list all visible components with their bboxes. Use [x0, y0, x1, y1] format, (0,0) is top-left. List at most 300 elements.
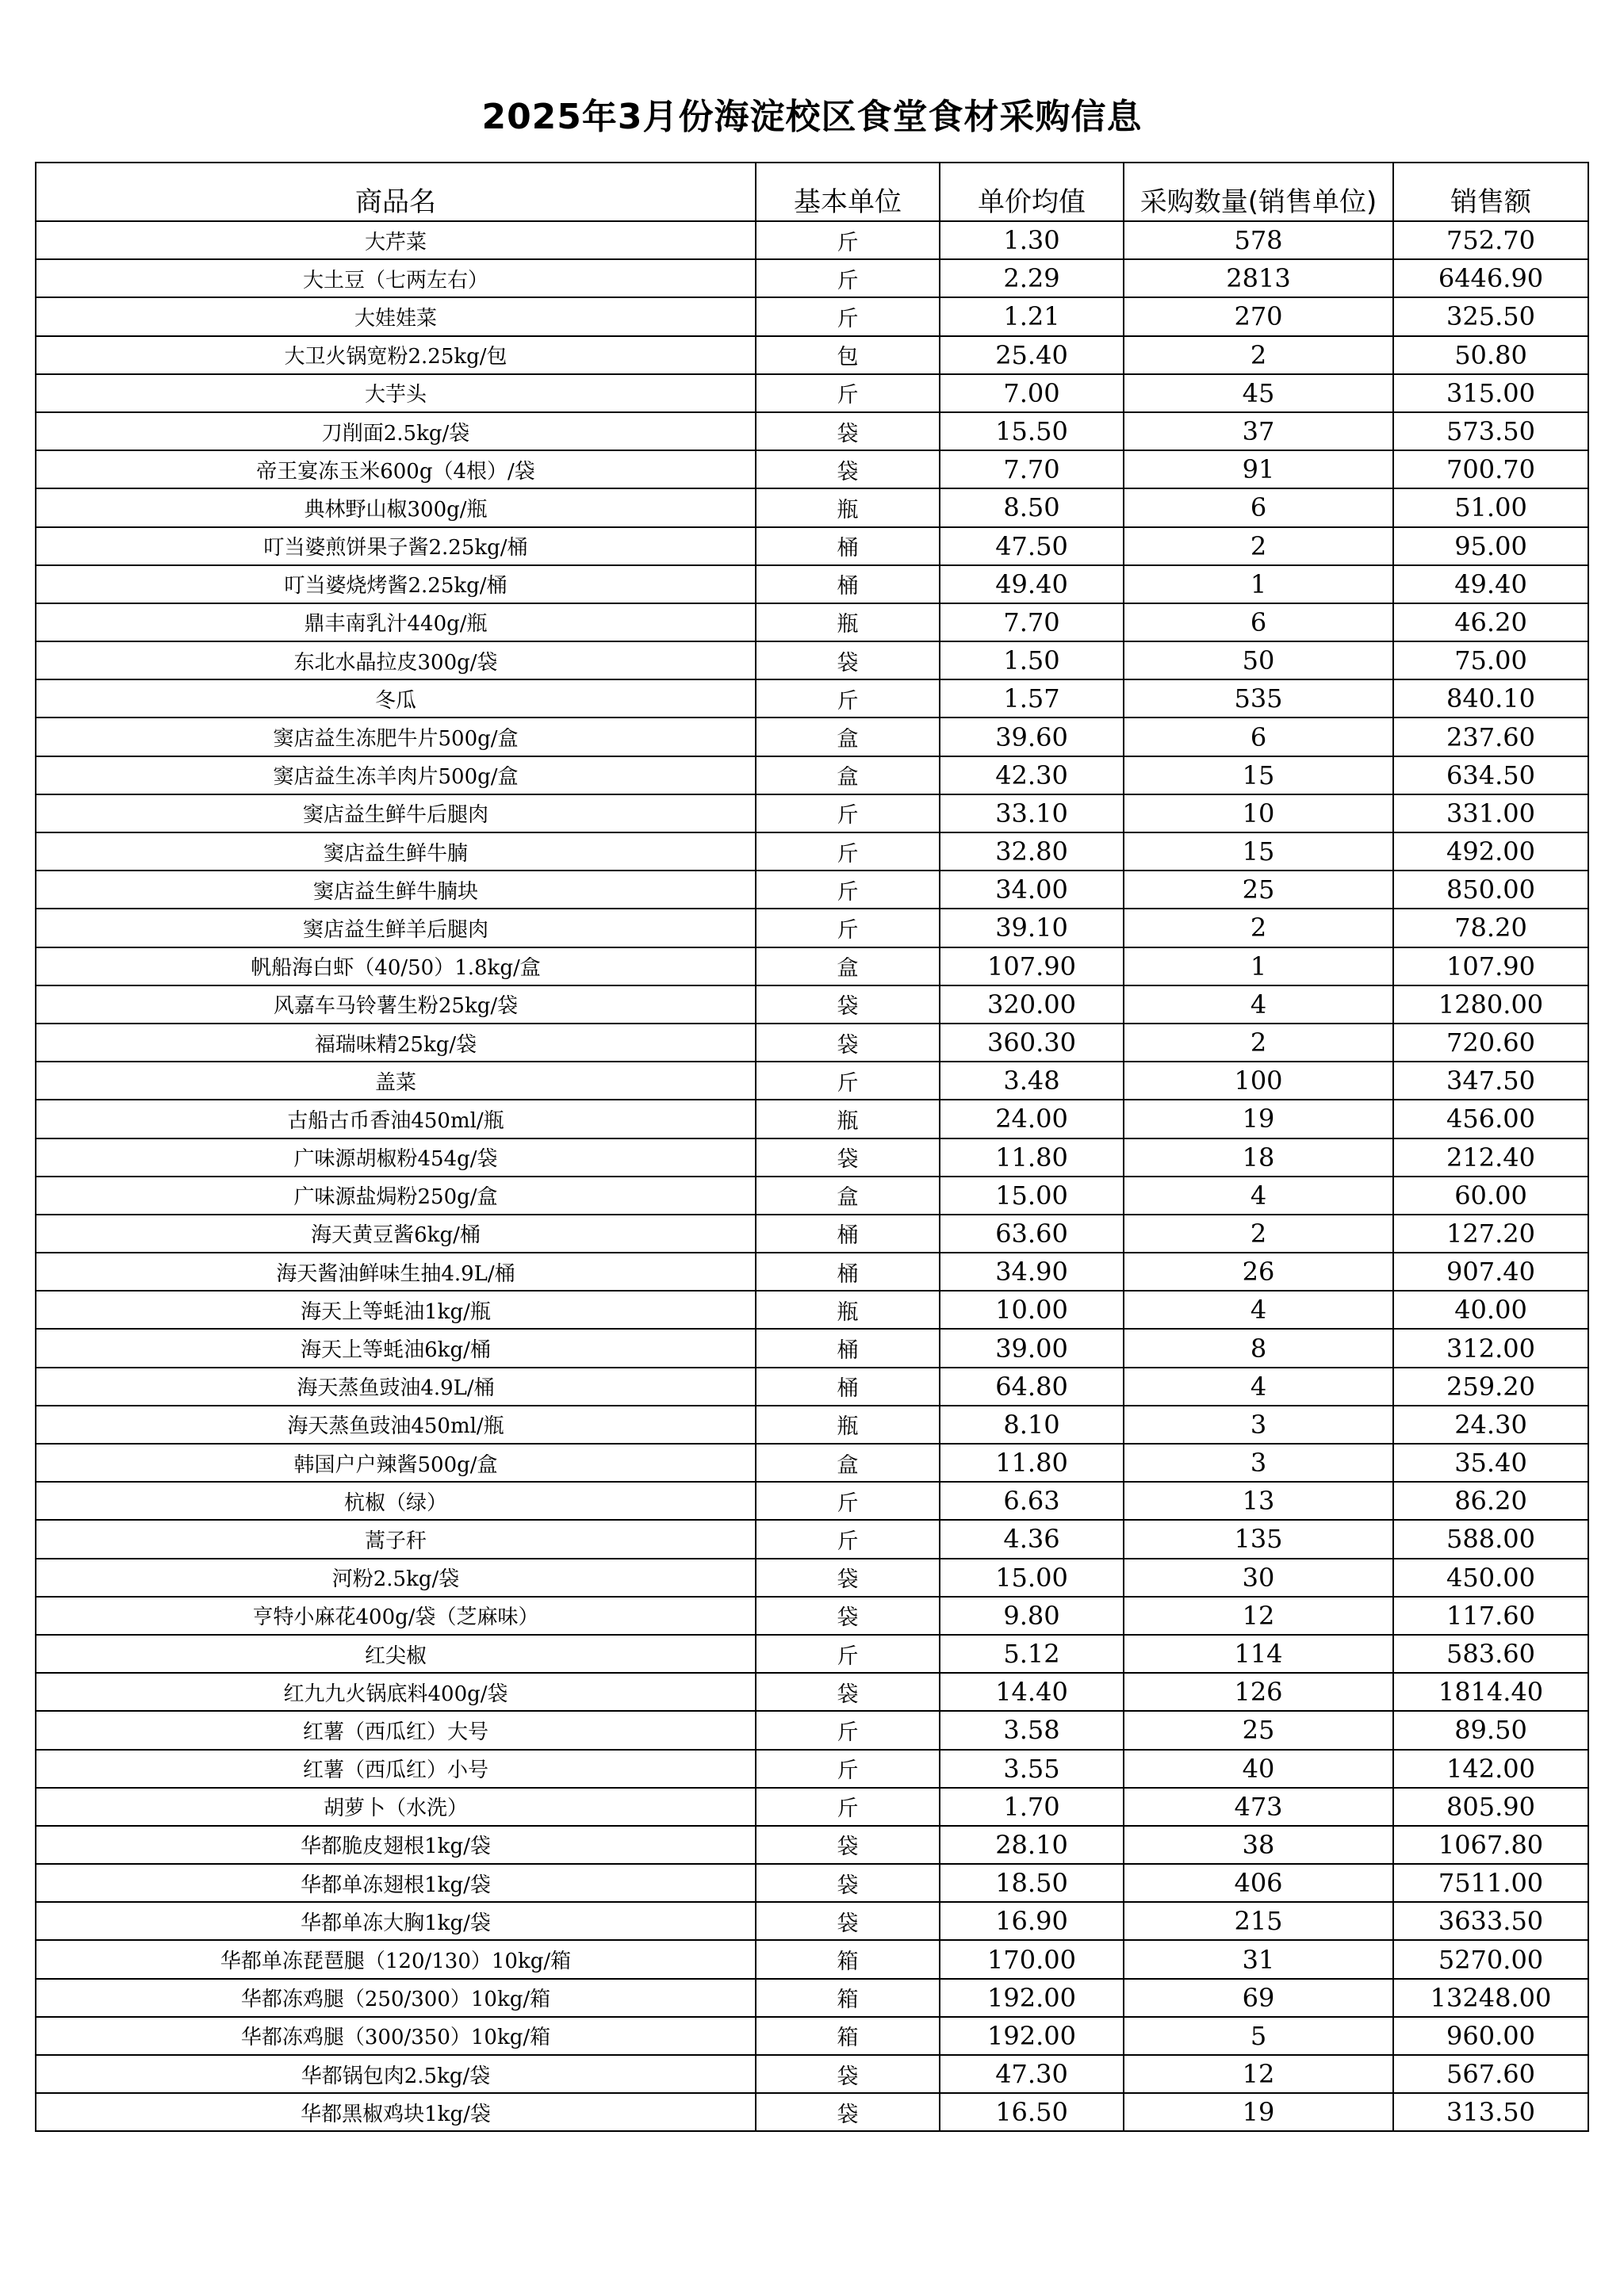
cell-qty: 15	[1124, 756, 1393, 794]
header-qty: 采购数量(销售单位)	[1124, 163, 1393, 221]
table-row	[36, 2055, 1588, 2093]
cell-price: 2.29	[940, 259, 1124, 297]
cell-price: 11.80	[940, 1138, 1124, 1177]
cell-name: 海天酱油鲜味生抽4.9L/桶	[36, 1253, 756, 1291]
table-row	[36, 1902, 1588, 1940]
cell-price: 47.30	[940, 2055, 1124, 2093]
cell-unit: 瓶	[756, 603, 940, 641]
cell-name: 胡萝卜（水洗）	[36, 1788, 756, 1826]
cell-name: 蒿子秆	[36, 1520, 756, 1558]
table-header	[36, 163, 1588, 221]
cell-unit: 桶	[756, 1215, 940, 1253]
cell-name: 华都锅包肉2.5kg/袋	[36, 2055, 756, 2093]
cell-price: 15.00	[940, 1177, 1124, 1215]
header-row	[36, 163, 1588, 221]
table-row	[36, 450, 1588, 488]
cell-amount: 450.00	[1393, 1559, 1588, 1597]
cell-amount: 805.90	[1393, 1788, 1588, 1826]
cell-qty: 91	[1124, 450, 1393, 488]
table-row	[36, 2093, 1588, 2131]
cell-amount: 315.00	[1393, 374, 1588, 412]
cell-name: 大娃娃菜	[36, 297, 756, 335]
cell-qty: 40	[1124, 1750, 1393, 1788]
cell-amount: 60.00	[1393, 1177, 1588, 1215]
cell-price: 1.70	[940, 1788, 1124, 1826]
cell-amount: 567.60	[1393, 2055, 1588, 2093]
table-row	[36, 2017, 1588, 2055]
cell-name: 古船古币香油450ml/瓶	[36, 1100, 756, 1138]
cell-name: 大卫火锅宽粉2.25kg/包	[36, 336, 756, 374]
cell-name: 海天蒸鱼豉油450ml/瓶	[36, 1406, 756, 1444]
cell-price: 1.50	[940, 641, 1124, 679]
cell-qty: 114	[1124, 1635, 1393, 1673]
cell-price: 39.10	[940, 909, 1124, 947]
cell-qty: 2	[1124, 336, 1393, 374]
cell-unit: 盒	[756, 756, 940, 794]
cell-qty: 45	[1124, 374, 1393, 412]
cell-name: 红薯（西瓜红）小号	[36, 1750, 756, 1788]
table-row	[36, 259, 1588, 297]
table-row	[36, 221, 1588, 259]
cell-unit: 桶	[756, 527, 940, 565]
cell-qty: 15	[1124, 832, 1393, 871]
cell-qty: 50	[1124, 641, 1393, 679]
cell-unit: 袋	[756, 641, 940, 679]
cell-qty: 4	[1124, 1291, 1393, 1329]
cell-name: 窦店益生鲜牛腩块	[36, 871, 756, 909]
cell-price: 5.12	[940, 1635, 1124, 1673]
cell-amount: 312.00	[1393, 1329, 1588, 1367]
table-row	[36, 488, 1588, 526]
header-unit: 基本单位	[756, 163, 940, 221]
cell-name: 帆船海白虾（40/50）1.8kg/盒	[36, 947, 756, 985]
cell-amount: 331.00	[1393, 794, 1588, 832]
cell-unit: 袋	[756, 985, 940, 1024]
cell-price: 32.80	[940, 832, 1124, 871]
cell-amount: 127.20	[1393, 1215, 1588, 1253]
cell-price: 3.58	[940, 1711, 1124, 1749]
cell-amount: 573.50	[1393, 412, 1588, 450]
table-row	[36, 679, 1588, 718]
cell-unit: 袋	[756, 1864, 940, 1902]
cell-name: 广味源胡椒粉454g/袋	[36, 1138, 756, 1177]
cell-unit: 桶	[756, 1329, 940, 1367]
cell-unit: 桶	[756, 1253, 940, 1291]
table-row	[36, 718, 1588, 756]
cell-qty: 100	[1124, 1062, 1393, 1100]
cell-amount: 5270.00	[1393, 1940, 1588, 1978]
cell-amount: 95.00	[1393, 527, 1588, 565]
cell-price: 47.50	[940, 527, 1124, 565]
cell-name: 刀削面2.5kg/袋	[36, 412, 756, 450]
cell-qty: 6	[1124, 718, 1393, 756]
cell-qty: 4	[1124, 985, 1393, 1024]
cell-name: 典林野山椒300g/瓶	[36, 488, 756, 526]
table-row	[36, 1253, 1588, 1291]
cell-unit: 盒	[756, 1177, 940, 1215]
table-row	[36, 374, 1588, 412]
cell-price: 3.48	[940, 1062, 1124, 1100]
cell-qty: 4	[1124, 1368, 1393, 1406]
cell-price: 49.40	[940, 565, 1124, 603]
cell-amount: 960.00	[1393, 2017, 1588, 2055]
cell-name: 红尖椒	[36, 1635, 756, 1673]
cell-price: 192.00	[940, 2017, 1124, 2055]
cell-unit: 斤	[756, 1750, 940, 1788]
table-row	[36, 1635, 1588, 1673]
cell-name: 鼎丰南乳汁440g/瓶	[36, 603, 756, 641]
cell-price: 3.55	[940, 1750, 1124, 1788]
cell-qty: 8	[1124, 1329, 1393, 1367]
table-row	[36, 1673, 1588, 1711]
table-row	[36, 1940, 1588, 1978]
table-row	[36, 1177, 1588, 1215]
table-row	[36, 1559, 1588, 1597]
cell-name: 东北水晶拉皮300g/袋	[36, 641, 756, 679]
cell-unit: 袋	[756, 1826, 940, 1864]
cell-unit: 袋	[756, 1559, 940, 1597]
cell-amount: 1814.40	[1393, 1673, 1588, 1711]
table-row	[36, 985, 1588, 1024]
cell-price: 34.00	[940, 871, 1124, 909]
cell-unit: 斤	[756, 832, 940, 871]
cell-unit: 斤	[756, 374, 940, 412]
cell-unit: 斤	[756, 794, 940, 832]
table-row	[36, 947, 1588, 985]
cell-unit: 袋	[756, 1902, 940, 1940]
cell-amount: 51.00	[1393, 488, 1588, 526]
cell-name: 叮当婆烧烤酱2.25kg/桶	[36, 565, 756, 603]
table-body	[36, 221, 1588, 2131]
cell-amount: 700.70	[1393, 450, 1588, 488]
table-row	[36, 1368, 1588, 1406]
table-row	[36, 1826, 1588, 1864]
cell-amount: 259.20	[1393, 1368, 1588, 1406]
cell-qty: 38	[1124, 1826, 1393, 1864]
cell-qty: 578	[1124, 221, 1393, 259]
cell-price: 16.90	[940, 1902, 1124, 1940]
cell-unit: 袋	[756, 450, 940, 488]
cell-qty: 2	[1124, 527, 1393, 565]
cell-amount: 840.10	[1393, 679, 1588, 718]
cell-name: 盖菜	[36, 1062, 756, 1100]
cell-name: 窦店益生鲜牛后腿肉	[36, 794, 756, 832]
cell-name: 红九九火锅底料400g/袋	[36, 1673, 756, 1711]
cell-amount: 212.40	[1393, 1138, 1588, 1177]
cell-price: 192.00	[940, 1979, 1124, 2017]
table-row	[36, 1062, 1588, 1100]
cell-qty: 37	[1124, 412, 1393, 450]
procurement-table	[35, 162, 1589, 2132]
table-row	[36, 412, 1588, 450]
table-row	[36, 641, 1588, 679]
cell-unit: 瓶	[756, 1100, 940, 1138]
cell-price: 10.00	[940, 1291, 1124, 1329]
cell-amount: 1280.00	[1393, 985, 1588, 1024]
cell-amount: 7511.00	[1393, 1864, 1588, 1902]
cell-qty: 19	[1124, 2093, 1393, 2131]
cell-qty: 535	[1124, 679, 1393, 718]
cell-name: 大芋头	[36, 374, 756, 412]
cell-amount: 117.60	[1393, 1597, 1588, 1635]
cell-unit: 瓶	[756, 1291, 940, 1329]
cell-qty: 4	[1124, 1177, 1393, 1215]
header-price: 单价均值	[940, 163, 1124, 221]
cell-qty: 1	[1124, 947, 1393, 985]
cell-price: 15.50	[940, 412, 1124, 450]
cell-name: 华都脆皮翅根1kg/袋	[36, 1826, 756, 1864]
cell-price: 24.00	[940, 1100, 1124, 1138]
cell-name: 华都黑椒鸡块1kg/袋	[36, 2093, 756, 2131]
cell-unit: 斤	[756, 909, 940, 947]
cell-qty: 13	[1124, 1482, 1393, 1520]
cell-amount: 46.20	[1393, 603, 1588, 641]
cell-qty: 270	[1124, 297, 1393, 335]
cell-qty: 12	[1124, 2055, 1393, 2093]
cell-name: 叮当婆煎饼果子酱2.25kg/桶	[36, 527, 756, 565]
cell-name: 华都冻鸡腿（250/300）10kg/箱	[36, 1979, 756, 2017]
cell-name: 海天上等蚝油6kg/桶	[36, 1329, 756, 1367]
cell-amount: 237.60	[1393, 718, 1588, 756]
cell-unit: 斤	[756, 297, 940, 335]
table-row	[36, 756, 1588, 794]
cell-price: 6.63	[940, 1482, 1124, 1520]
table-row	[36, 1138, 1588, 1177]
cell-amount: 13248.00	[1393, 1979, 1588, 2017]
table-row	[36, 1979, 1588, 2017]
cell-qty: 3	[1124, 1406, 1393, 1444]
cell-qty: 69	[1124, 1979, 1393, 2017]
cell-amount: 456.00	[1393, 1100, 1588, 1138]
cell-qty: 1	[1124, 565, 1393, 603]
cell-unit: 斤	[756, 1788, 940, 1826]
cell-qty: 215	[1124, 1902, 1393, 1940]
cell-name: 窦店益生鲜羊后腿肉	[36, 909, 756, 947]
cell-unit: 箱	[756, 1979, 940, 2017]
cell-amount: 142.00	[1393, 1750, 1588, 1788]
cell-amount: 850.00	[1393, 871, 1588, 909]
cell-unit: 瓶	[756, 488, 940, 526]
cell-price: 360.30	[940, 1024, 1124, 1062]
cell-qty: 5	[1124, 2017, 1393, 2055]
cell-amount: 313.50	[1393, 2093, 1588, 2131]
table-row	[36, 1329, 1588, 1367]
cell-price: 39.60	[940, 718, 1124, 756]
table-row	[36, 1520, 1588, 1558]
cell-name: 河粉2.5kg/袋	[36, 1559, 756, 1597]
table-row	[36, 297, 1588, 335]
cell-price: 7.70	[940, 450, 1124, 488]
cell-unit: 瓶	[756, 1406, 940, 1444]
cell-price: 15.00	[940, 1559, 1124, 1597]
cell-qty: 2813	[1124, 259, 1393, 297]
cell-amount: 107.90	[1393, 947, 1588, 985]
cell-unit: 袋	[756, 1138, 940, 1177]
cell-price: 16.50	[940, 2093, 1124, 2131]
cell-name: 海天黄豆酱6kg/桶	[36, 1215, 756, 1253]
cell-name: 红薯（西瓜红）大号	[36, 1711, 756, 1749]
cell-unit: 桶	[756, 1368, 940, 1406]
cell-unit: 包	[756, 336, 940, 374]
table-row	[36, 1215, 1588, 1253]
cell-name: 韩国户户辣酱500g/盒	[36, 1444, 756, 1482]
cell-price: 14.40	[940, 1673, 1124, 1711]
table-row	[36, 1406, 1588, 1444]
cell-price: 63.60	[940, 1215, 1124, 1253]
cell-unit: 斤	[756, 221, 940, 259]
cell-unit: 盒	[756, 718, 940, 756]
cell-amount: 75.00	[1393, 641, 1588, 679]
cell-name: 风嘉车马铃薯生粉25kg/袋	[36, 985, 756, 1024]
cell-unit: 袋	[756, 1597, 940, 1635]
cell-price: 1.30	[940, 221, 1124, 259]
table-row	[36, 1024, 1588, 1062]
cell-unit: 箱	[756, 2017, 940, 2055]
cell-unit: 斤	[756, 1520, 940, 1558]
cell-qty: 6	[1124, 488, 1393, 526]
cell-qty: 25	[1124, 1711, 1393, 1749]
table-row	[36, 1711, 1588, 1749]
cell-qty: 2	[1124, 1215, 1393, 1253]
cell-qty: 473	[1124, 1788, 1393, 1826]
cell-unit: 斤	[756, 1635, 940, 1673]
cell-price: 320.00	[940, 985, 1124, 1024]
cell-name: 冬瓜	[36, 679, 756, 718]
cell-qty: 126	[1124, 1673, 1393, 1711]
cell-price: 18.50	[940, 1864, 1124, 1902]
cell-amount: 3633.50	[1393, 1902, 1588, 1940]
cell-qty: 31	[1124, 1940, 1393, 1978]
cell-price: 1.57	[940, 679, 1124, 718]
cell-price: 107.90	[940, 947, 1124, 985]
cell-price: 7.00	[940, 374, 1124, 412]
cell-amount: 720.60	[1393, 1024, 1588, 1062]
cell-name: 大土豆（七两左右）	[36, 259, 756, 297]
cell-unit: 盒	[756, 947, 940, 985]
cell-qty: 26	[1124, 1253, 1393, 1291]
cell-amount: 86.20	[1393, 1482, 1588, 1520]
cell-price: 1.21	[940, 297, 1124, 335]
cell-name: 海天上等蚝油1kg/瓶	[36, 1291, 756, 1329]
cell-qty: 19	[1124, 1100, 1393, 1138]
table-row	[36, 871, 1588, 909]
cell-name: 窦店益生鲜牛腩	[36, 832, 756, 871]
cell-name: 帝王宴冻玉米600g（4根）/袋	[36, 450, 756, 488]
table-row	[36, 1482, 1588, 1520]
cell-qty: 2	[1124, 909, 1393, 947]
cell-unit: 斤	[756, 679, 940, 718]
cell-qty: 135	[1124, 1520, 1393, 1558]
cell-unit: 袋	[756, 1673, 940, 1711]
cell-name: 华都单冻琵琶腿（120/130）10kg/箱	[36, 1940, 756, 1978]
table-row	[36, 336, 1588, 374]
cell-name: 杭椒（绿）	[36, 1482, 756, 1520]
cell-amount: 325.50	[1393, 297, 1588, 335]
cell-price: 33.10	[940, 794, 1124, 832]
cell-name: 海天蒸鱼豉油4.9L/桶	[36, 1368, 756, 1406]
cell-unit: 斤	[756, 1711, 940, 1749]
cell-unit: 斤	[756, 871, 940, 909]
cell-unit: 袋	[756, 2093, 940, 2131]
table-row	[36, 565, 1588, 603]
cell-amount: 1067.80	[1393, 1826, 1588, 1864]
cell-amount: 583.60	[1393, 1635, 1588, 1673]
page-title: 2025年3月份海淀校区食堂食材采购信息	[481, 97, 1143, 137]
cell-amount: 492.00	[1393, 832, 1588, 871]
cell-qty: 10	[1124, 794, 1393, 832]
header-name: 商品名	[36, 163, 756, 221]
cell-name: 广味源盐焗粉250g/盒	[36, 1177, 756, 1215]
cell-amount: 6446.90	[1393, 259, 1588, 297]
cell-qty: 6	[1124, 603, 1393, 641]
cell-qty: 25	[1124, 871, 1393, 909]
table-row	[36, 1444, 1588, 1482]
cell-price: 170.00	[940, 1940, 1124, 1978]
cell-amount: 35.40	[1393, 1444, 1588, 1482]
cell-unit: 箱	[756, 1940, 940, 1978]
cell-name: 亨特小麻花400g/袋（芝麻味）	[36, 1597, 756, 1635]
cell-amount: 347.50	[1393, 1062, 1588, 1100]
cell-qty: 18	[1124, 1138, 1393, 1177]
cell-qty: 2	[1124, 1024, 1393, 1062]
table-row	[36, 1788, 1588, 1826]
cell-name: 华都单冻翅根1kg/袋	[36, 1864, 756, 1902]
cell-amount: 24.30	[1393, 1406, 1588, 1444]
header-amount: 销售额	[1393, 163, 1588, 221]
cell-price: 11.80	[940, 1444, 1124, 1482]
table-row	[36, 909, 1588, 947]
cell-unit: 斤	[756, 1062, 940, 1100]
cell-amount: 907.40	[1393, 1253, 1588, 1291]
table-row	[36, 832, 1588, 871]
cell-name: 华都冻鸡腿（300/350）10kg/箱	[36, 2017, 756, 2055]
cell-name: 福瑞味精25kg/袋	[36, 1024, 756, 1062]
cell-price: 8.10	[940, 1406, 1124, 1444]
cell-unit: 斤	[756, 1482, 940, 1520]
cell-amount: 40.00	[1393, 1291, 1588, 1329]
cell-unit: 袋	[756, 412, 940, 450]
table-row	[36, 1864, 1588, 1902]
cell-name: 华都单冻大胸1kg/袋	[36, 1902, 756, 1940]
cell-price: 7.70	[940, 603, 1124, 641]
cell-unit: 盒	[756, 1444, 940, 1482]
cell-name: 窦店益生冻肥牛片500g/盒	[36, 718, 756, 756]
cell-price: 42.30	[940, 756, 1124, 794]
table-row	[36, 527, 1588, 565]
table-row	[36, 794, 1588, 832]
cell-price: 39.00	[940, 1329, 1124, 1367]
table-row	[36, 1100, 1588, 1138]
cell-amount: 89.50	[1393, 1711, 1588, 1749]
cell-price: 64.80	[940, 1368, 1124, 1406]
table-row	[36, 1750, 1588, 1788]
cell-qty: 406	[1124, 1864, 1393, 1902]
cell-amount: 49.40	[1393, 565, 1588, 603]
cell-qty: 12	[1124, 1597, 1393, 1635]
cell-amount: 78.20	[1393, 909, 1588, 947]
cell-qty: 30	[1124, 1559, 1393, 1597]
cell-name: 大芹菜	[36, 221, 756, 259]
table-row	[36, 603, 1588, 641]
cell-price: 9.80	[940, 1597, 1124, 1635]
cell-unit: 袋	[756, 1024, 940, 1062]
cell-amount: 752.70	[1393, 221, 1588, 259]
table-row	[36, 1597, 1588, 1635]
cell-price: 8.50	[940, 488, 1124, 526]
cell-price: 25.40	[940, 336, 1124, 374]
cell-price: 4.36	[940, 1520, 1124, 1558]
cell-qty: 3	[1124, 1444, 1393, 1482]
